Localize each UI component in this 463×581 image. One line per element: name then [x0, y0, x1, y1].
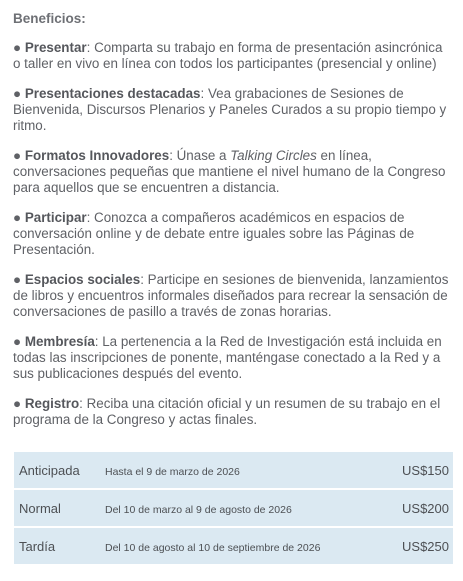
- benefit-text-after: en línea, conversaciones pequeñas que mantiene el nivel humano de la Congreso para aquellos que se encuentren a distancia.: [13, 148, 446, 195]
- pricing-amount: US$150: [402, 462, 449, 478]
- benefit-text: : Participe en sesiones de bienvenida, lanzamientos de libros y encuentros informales diseñados para recrear la sensación de conversaciones de pasillo a través de zonas horarias.: [13, 272, 449, 319]
- pricing-table: [14, 452, 453, 566]
- bullet-icon: ●: [13, 334, 22, 349]
- bullet-icon: ●: [13, 396, 22, 411]
- pricing-row-normal: [14, 490, 453, 526]
- benefit-presentar: [13, 40, 453, 72]
- bullet-icon: ●: [13, 210, 22, 225]
- benefit-membresia: [13, 334, 453, 382]
- bullet-icon: ●: [13, 148, 22, 163]
- pricing-row-anticipada: [14, 452, 453, 488]
- benefit-text-before: : Únase a: [169, 148, 231, 163]
- pricing-dates: Del 10 de agosto al 10 de septiembre de 2026: [105, 541, 321, 554]
- benefit-title: Formatos Innovadores: [24, 148, 170, 163]
- benefit-registro: [13, 396, 453, 428]
- pricing-tier-label: Tardía: [19, 538, 56, 554]
- pricing-row-tardia: [14, 528, 453, 564]
- bullet-icon: ●: [13, 272, 22, 287]
- benefit-title: Presentaciones destacadas: [24, 86, 201, 101]
- pricing-tier-label: Anticipada: [19, 462, 80, 478]
- benefit-text: : Conozca a compañeros académicos en espacios de conversación online y de debate entre iguales sobre las Páginas de Presentación.: [13, 210, 415, 257]
- benefits-heading: Beneficios:: [13, 11, 86, 26]
- benefit-title: Membresía: [24, 334, 95, 349]
- benefit-emphasis: Talking Circles: [230, 148, 317, 163]
- bullet-icon: ●: [13, 86, 22, 101]
- bullet-icon: ●: [13, 40, 22, 55]
- benefit-text: : Reciba una citación oficial y un resumen de su trabajo en el programa de la Congreso y actas finales.: [13, 396, 441, 427]
- benefit-title: Registro: [24, 396, 80, 411]
- pricing-amount: US$200: [402, 500, 449, 516]
- benefit-presentaciones-destacadas: [13, 86, 453, 134]
- pricing-amount: US$250: [402, 538, 449, 554]
- pricing-dates: Del 10 de marzo al 9 de agosto de 2026: [105, 503, 292, 516]
- benefit-formatos-innovadores: [13, 148, 453, 196]
- benefit-text: : La pertenencia a la Red de Investigación está incluida en todas las inscripciones de ponente, manténgase conectado a la Red y a sus publicaciones después del evento.: [13, 334, 442, 381]
- benefit-title: Participar: [24, 210, 87, 225]
- benefit-participar: [13, 210, 453, 258]
- benefit-text: : Comparta su trabajo en forma de presentación asincrónica o taller en vivo en línea con todos los participantes (presencial y online): [13, 40, 443, 71]
- benefit-text: : Vea grabaciones de Sesiones de Bienvenida, Discursos Plenarios y Paneles Curados a su propio tiempo y ritmo.: [13, 86, 447, 133]
- pricing-dates: Hasta el 9 de marzo de 2026: [105, 465, 240, 478]
- benefit-espacios-sociales: [13, 272, 453, 320]
- pricing-tier-label: Normal: [19, 500, 61, 516]
- benefit-title: Espacios sociales: [24, 272, 141, 287]
- benefit-title: Presentar: [24, 40, 87, 55]
